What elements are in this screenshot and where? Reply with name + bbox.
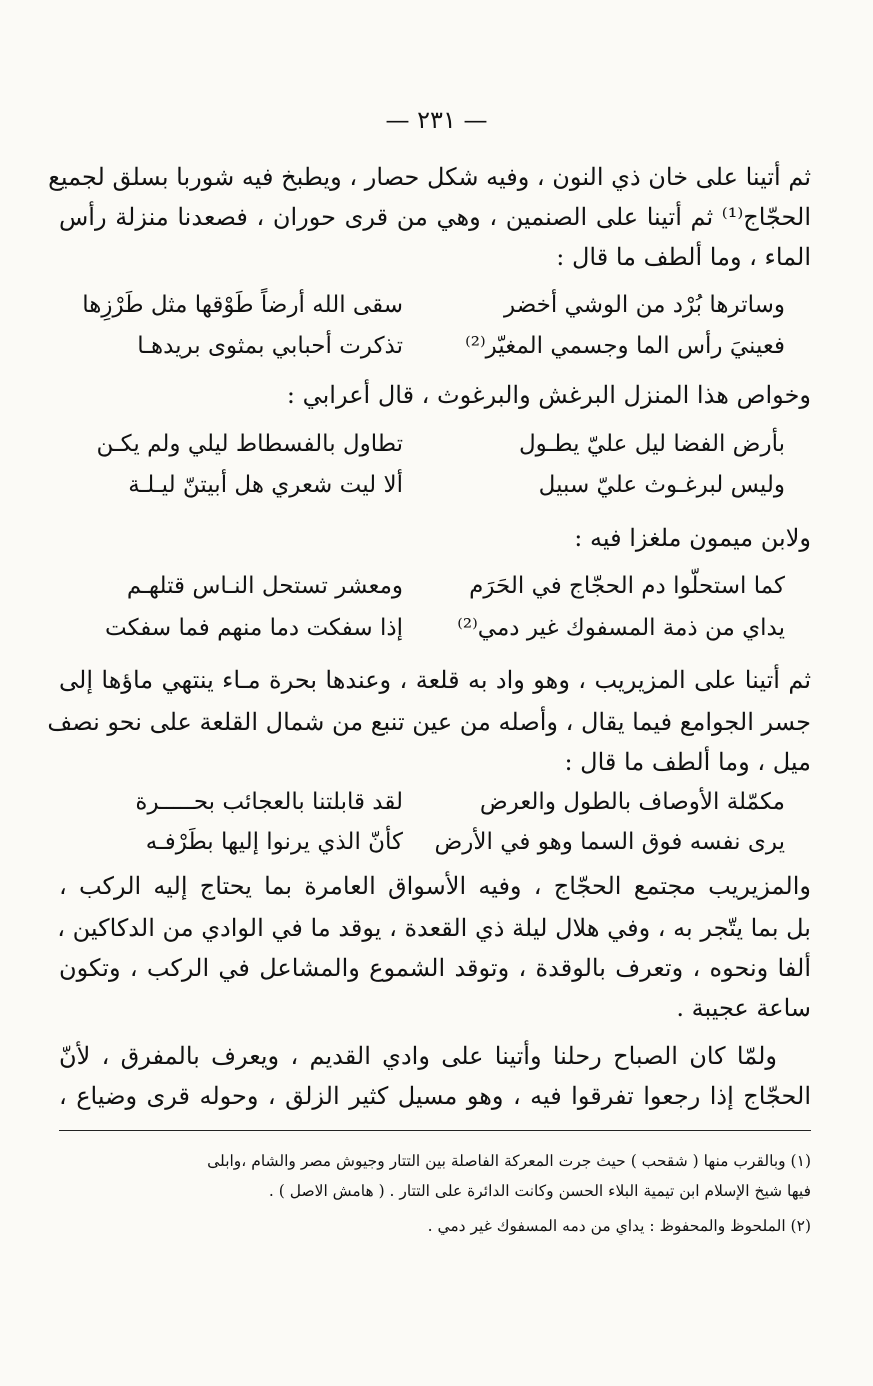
verse-first-hemistich: لقد قابلتنا بالعجائب بحـــــرة bbox=[135, 789, 403, 815]
verse-first-hemistich: سقى الله أرضاً طَوْقها مثل طَرْزِها bbox=[82, 292, 403, 318]
paragraph-line: ألفا ونحوه ، وتعرف بالوقدة ، وتوقد الشموع والمشاعل في الركب ، وتكون bbox=[59, 954, 811, 982]
verse-first-hemistich: كأنّ الذي يرنوا إليها بطَرْفـه bbox=[145, 829, 403, 855]
verse-second-hemistich: يداي من ذمة المسفوك غير دمي⁽²⁾ bbox=[457, 615, 785, 641]
verse-first-hemistich: ألا ليت شعري هل أبيتنّ ليـلـة bbox=[128, 472, 403, 498]
paragraph-line: وخواص هذا المنزل البرغش والبرغوث ، قال أعرابي : bbox=[286, 381, 811, 409]
paragraph-line: ثم أتينا على خان ذي النون ، وفيه شكل حصار ، ويطبخ فيه شوربا بسلق لجميع bbox=[48, 163, 811, 191]
paragraph-line: الحجّاج إذا رجعوا تفرقوا فيه ، وهو مسيل كثير الزلق ، وحوله قرى وضياع ، bbox=[59, 1082, 812, 1110]
verse-second-hemistich: فعينيَ رأس الما وجسمي المغيّر⁽²⁾ bbox=[465, 333, 785, 359]
paragraph-line: والمزيريب مجتمع الحجّاج ، وفيه الأسواق العامرة بما يحتاج إليه الركب ، bbox=[59, 872, 812, 900]
paragraph-line: الماء ، وما ألطف ما قال : bbox=[556, 243, 811, 271]
paragraph-line: الحجّاج⁽¹⁾ ثم أتينا على الصنمين ، وهي من قرى حوران ، فصعدنا منزلة رأس bbox=[59, 203, 811, 231]
verse-second-hemistich: مكمّلة الأوصاف بالطول والعرض bbox=[479, 789, 785, 815]
verse-second-hemistich: كما استحلّوا دم الحجّاج في الحَرَم bbox=[469, 573, 785, 599]
paragraph-line: جسر الجوامع فيما يقال ، وأصله من عين تنبع من شمال القلعة على نحو نصف bbox=[47, 708, 811, 736]
footnote-1-line: فيها شيخ الإسلام ابن تيمية البلاء الحسن وكانت الدائرة على التتار . ( هامش الاصل ) . bbox=[268, 1182, 811, 1200]
paragraph-line: بل بما يتّجر به ، وفي هلال ليلة ذي القعدة ، يوقد ما في الوادي من الدكاكين ، bbox=[57, 914, 811, 942]
footnote-1-line: (١) وبالقرب منها ( شقحب ) حيث جرت المعركة الفاصلة بين التتار وجيوش مصر والشام ،وابلى bbox=[207, 1152, 811, 1170]
verse-second-hemistich: وساترها بُرْد من الوشي أخضر bbox=[504, 292, 785, 318]
verse-first-hemistich: تذكرت أحبابي بمثوى بريدهـا bbox=[137, 333, 403, 359]
verse-second-hemistich: بأرض الفضا ليل عليّ يطـول bbox=[518, 431, 785, 457]
verse-second-hemistich: وليس لبرغـوث عليّ سبيل bbox=[538, 472, 785, 498]
verse-first-hemistich: إذا سفكت دما منهم فما سفكت bbox=[104, 615, 403, 641]
paragraph-line: ولابن ميمون ملغزا فيه : bbox=[574, 524, 811, 552]
paragraph-line: ثم أتينا على المزيريب ، وهو واد به قلعة ، وعندها بحرة مـاء ينتهي ماؤها إلى bbox=[59, 666, 811, 694]
paragraph-line: ولمّا كان الصباح رحلنا وأتينا على وادي القديم ، ويعرف بالمفرق ، لأنّ bbox=[59, 1042, 777, 1070]
footnote-2: (٢) الملحوظ والمحفوظ : يداي من دمه المسفوك غير دمي . bbox=[427, 1217, 811, 1235]
paragraph-line: ميل ، وما ألطف ما قال : bbox=[564, 748, 811, 776]
verse-second-hemistich: يرى نفسه فوق السما وهو في الأرض bbox=[434, 829, 785, 855]
verse-first-hemistich: ومعشر تستحل النـاس قتلهـم bbox=[126, 573, 403, 599]
paragraph-line: ساعة عجيبة . bbox=[676, 994, 811, 1022]
verse-first-hemistich: تطاول بالفسطاط ليلي ولم يكـن bbox=[96, 431, 403, 457]
footnote-divider bbox=[59, 1130, 811, 1131]
page-number: — ٢٣١ — bbox=[385, 106, 488, 134]
